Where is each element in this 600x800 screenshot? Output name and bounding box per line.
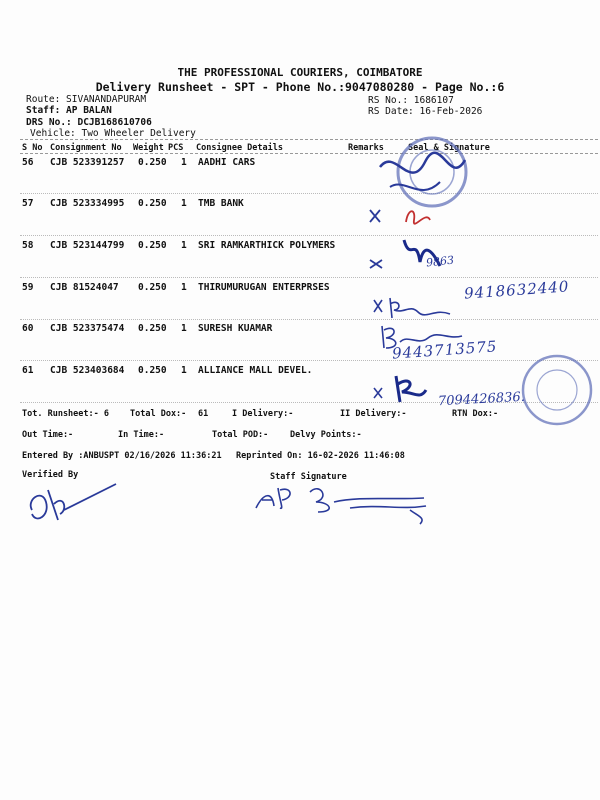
verified-by: Verified By (22, 470, 79, 480)
row-pcs: 1 (181, 323, 187, 334)
row-sno: 57 (22, 198, 34, 209)
row-consignee: TMB BANK (198, 198, 244, 209)
rtn-dox: RTN Dox:- (452, 409, 499, 419)
row-weight: 0.250 (138, 198, 167, 209)
row-pcs: 1 (181, 282, 187, 293)
reprinted-on: Reprinted On: 16-02-2026 11:46:08 (236, 451, 405, 461)
signature-row-61 (370, 372, 430, 412)
row-consignment: CJB 523375474 (50, 323, 125, 334)
row-pcs: 1 (181, 240, 187, 251)
row-sno: 59 (22, 282, 34, 293)
row-divider (20, 360, 598, 361)
i-delivery: I Delivery:- (232, 409, 294, 419)
stamp-developers (515, 350, 595, 430)
row-weight: 0.250 (138, 157, 167, 168)
row-sno: 56 (22, 157, 34, 168)
route: Route: SIVANANDAPURAM (26, 94, 147, 105)
row-consignee: SURESH KUAMAR (198, 323, 273, 334)
row-consignee: AADHI CARS (198, 157, 256, 168)
signature-row-57 (368, 200, 438, 230)
row-divider (20, 235, 598, 236)
signature-row-59 (370, 294, 470, 324)
row-divider (20, 193, 598, 194)
table-row (0, 240, 600, 254)
total-dox-value: 61 (198, 409, 209, 419)
row-consignment: CJB 523144799 (50, 240, 125, 251)
drs-number: DRS No.: DCJB168610706 (26, 117, 152, 128)
handwritten-phone-1: 9863 (425, 253, 455, 270)
row-consignment: CJB 81524047 (50, 282, 119, 293)
row-weight: 0.250 (138, 365, 167, 376)
row-weight: 0.250 (138, 323, 167, 334)
row-pcs: 1 (181, 198, 187, 209)
row-consignee: SRI RAMKARTHICK POLYMERS (198, 240, 336, 251)
total-dox-label: Total Dox:- (130, 409, 187, 419)
in-time: In Time:- (118, 430, 165, 440)
col-consignee: Consignee Details (196, 143, 283, 153)
col-weight: Weight (133, 143, 164, 153)
handwritten-phone-4: 7094426836. (437, 389, 526, 410)
table-row (0, 323, 600, 337)
out-time: Out Time:- (22, 430, 74, 440)
total-pod: Total POD:- (212, 430, 269, 440)
row-weight: 0.250 (138, 240, 167, 251)
handwritten-phone-2: 9418632440 (463, 277, 570, 303)
row-sno: 60 (22, 323, 34, 334)
tot-runsheet: Tot. Runsheet:- 6 (22, 409, 109, 419)
row-consignee: ALLIANCE MALL DEVEL. (198, 365, 313, 376)
entered-by: Entered By :ANBUSPT 02/16/2026 11:36:21 (22, 451, 222, 461)
row-pcs: 1 (181, 365, 187, 376)
rs-number: RS No.: 1686107 (368, 95, 454, 106)
verified-signature (24, 480, 124, 530)
table-top-rule (20, 139, 598, 140)
row-consignment: CJB 523403684 (50, 365, 125, 376)
company-title: THE PROFESSIONAL COURIERS, COIMBATORE (177, 66, 423, 79)
col-sno: S No (22, 143, 43, 153)
table-row (0, 365, 600, 379)
row-divider (20, 277, 598, 278)
row-weight: 0.250 (138, 282, 167, 293)
row-consignment: CJB 523391257 (50, 157, 125, 168)
delvy-points: Delvy Points:- (290, 430, 362, 440)
table-row (0, 157, 600, 171)
rs-date: RS Date: 16-Feb-2026 (368, 106, 483, 117)
row-divider (20, 319, 598, 320)
row-pcs: 1 (181, 157, 187, 168)
handwritten-phone-3: 9443713575 (391, 337, 498, 363)
staff-signature-label: Staff Signature (270, 472, 347, 482)
staff-signature (250, 478, 450, 528)
table-header-rule (20, 153, 598, 154)
runsheet-subtitle: Delivery Runsheet - SPT - Phone No.:9047080280 - Page No.:6 (95, 80, 505, 94)
row-consignment: CJB 523334995 (50, 198, 125, 209)
col-remarks: Remarks (348, 143, 384, 153)
col-seal: Seal & Signature (408, 143, 490, 153)
col-pcs: PCS (168, 143, 184, 153)
row-sno: 61 (22, 365, 34, 376)
ii-delivery: II Delivery:- (340, 409, 407, 419)
row-sno: 58 (22, 240, 34, 251)
staff: Staff: AP BALAN (26, 105, 112, 116)
table-row (0, 198, 600, 212)
row-consignee: THIRUMURUGAN ENTERPRSES (198, 282, 330, 293)
col-consignment: Consignment No (50, 143, 122, 153)
vehicle: Vehicle: Two Wheeler Delivery (30, 128, 196, 139)
